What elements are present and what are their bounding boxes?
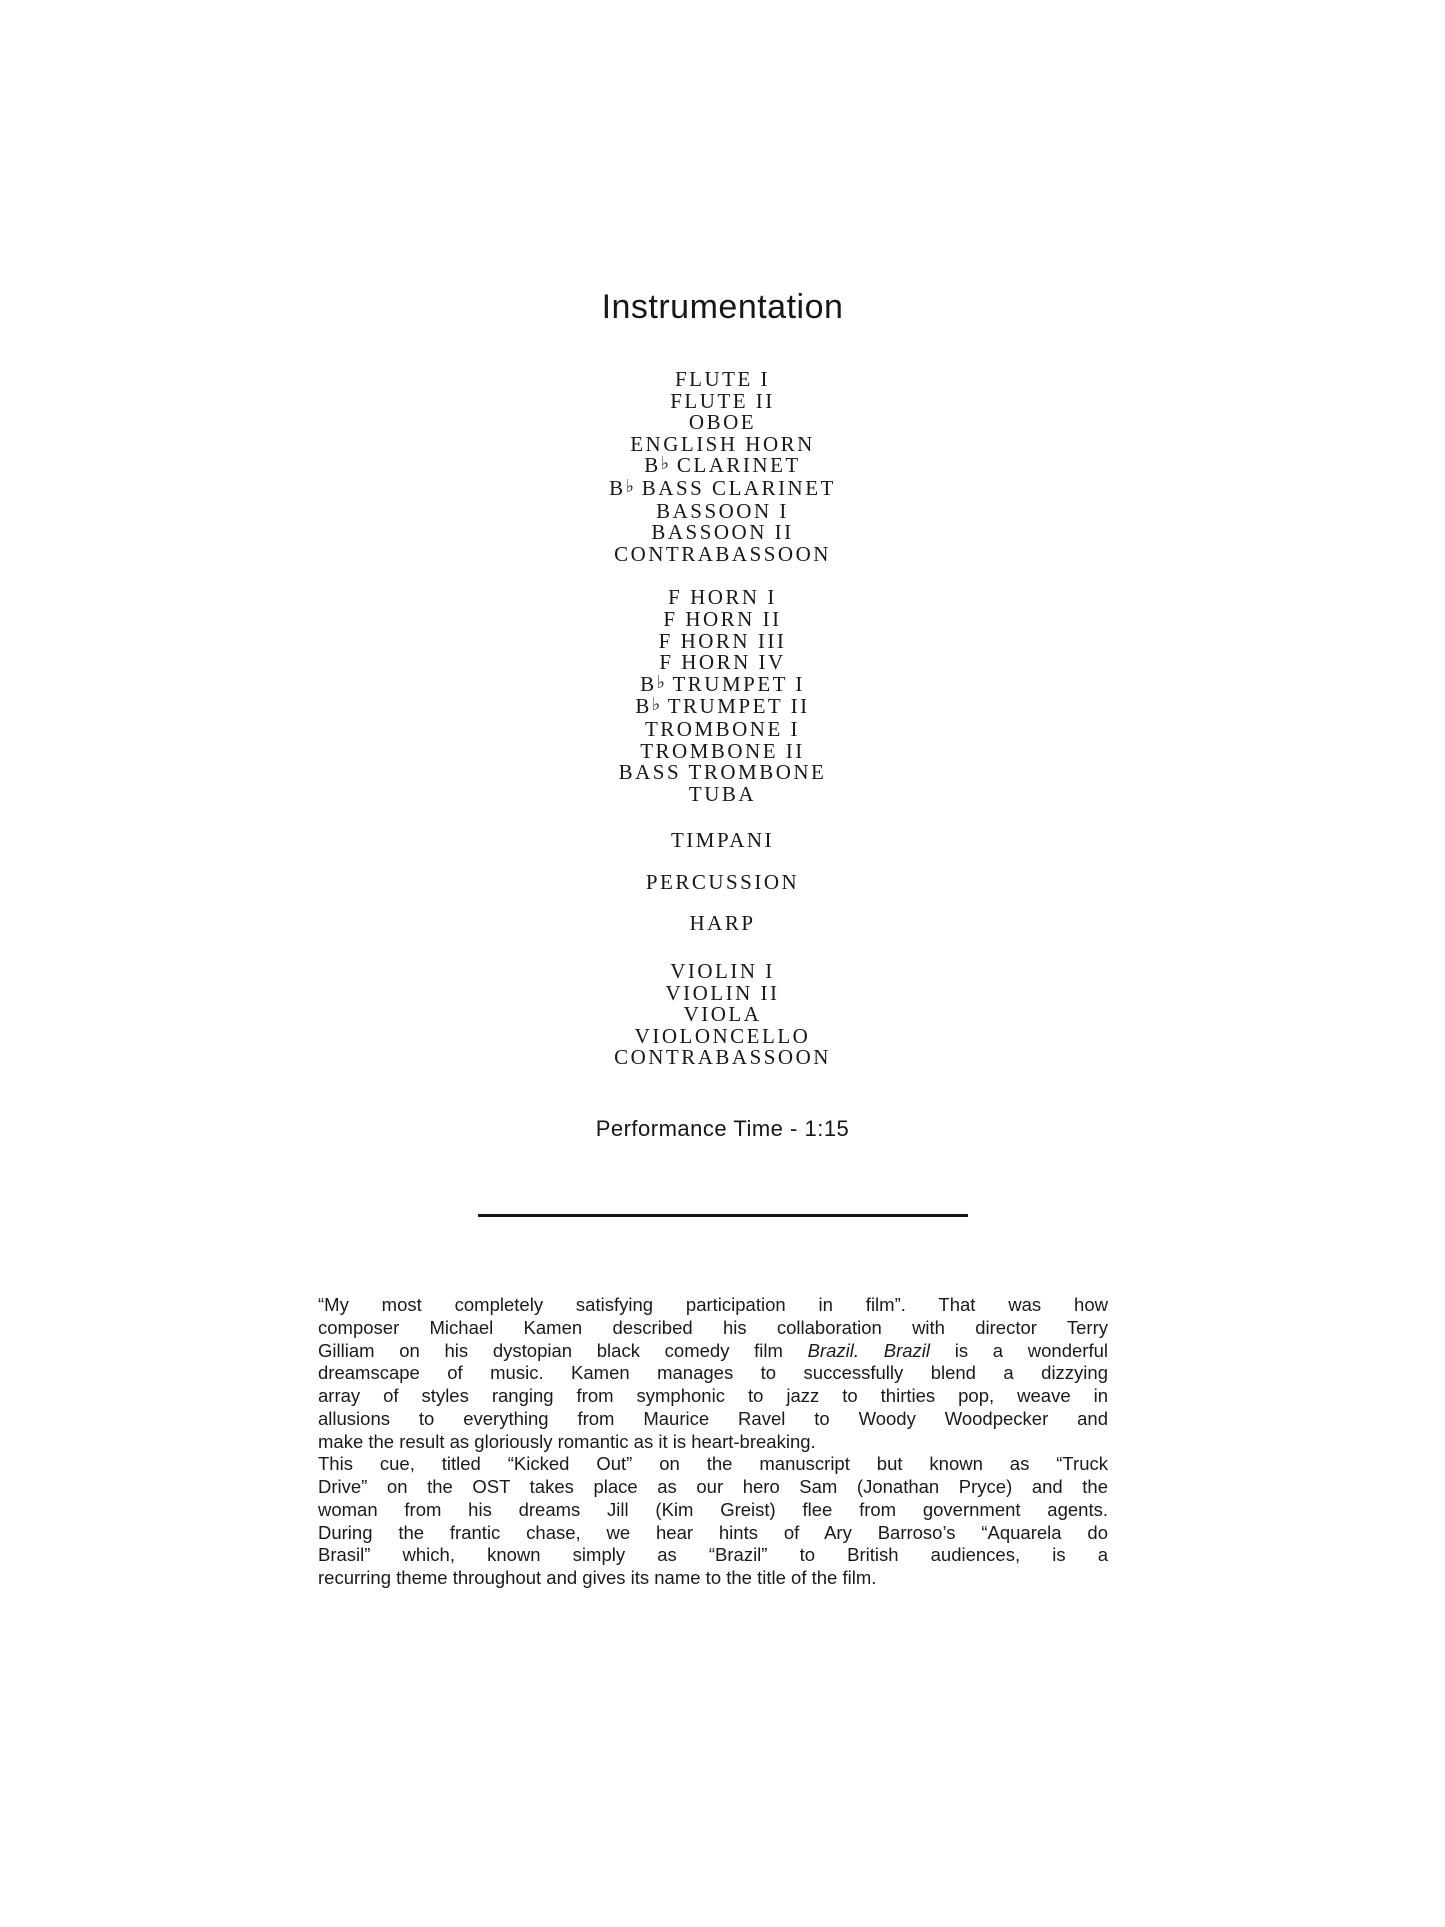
program-notes-line bbox=[318, 1476, 1108, 1499]
instrument-item: HARP bbox=[689, 911, 756, 936]
instrument-item: VIOLIN II bbox=[665, 980, 780, 1005]
instrument-item: TUBA bbox=[688, 781, 757, 806]
instrument-item: B♭ TRUMPET II bbox=[635, 694, 810, 719]
text: is a wonderful bbox=[930, 1339, 1108, 1361]
instrument-group-harp bbox=[0, 913, 1445, 935]
instrument-item: BASSOON II bbox=[651, 520, 794, 545]
italic-text: Brazil. bbox=[807, 1339, 860, 1361]
program-notes-line bbox=[318, 1567, 1108, 1590]
divider-rule bbox=[478, 1214, 968, 1217]
instrument-item: TIMPANI bbox=[670, 828, 775, 853]
instrument-group-woodwinds bbox=[0, 369, 1445, 565]
instrument-group-percussion bbox=[0, 869, 1445, 894]
program-notes-line bbox=[318, 1294, 1108, 1317]
text: composer Michael Kamen described his collaboration with director Terry bbox=[318, 1316, 1108, 1338]
instrument-item: B♭ CLARINET bbox=[644, 453, 801, 478]
program-notes-line bbox=[318, 1408, 1108, 1431]
program-notes-line bbox=[318, 1362, 1108, 1385]
instrument-item: F HORN IV bbox=[659, 650, 786, 675]
instrument-group-timpani bbox=[0, 830, 1445, 852]
text: During the frantic chase, we hear hints of Ary Barroso’s “Aquarela do bbox=[318, 1521, 1108, 1543]
performance-time: Performance Time - 1:15 bbox=[595, 1116, 850, 1142]
program-notes bbox=[318, 1294, 1108, 1590]
instrument-item: F HORN I bbox=[668, 585, 777, 610]
text bbox=[859, 1340, 884, 1361]
program-notes-line bbox=[318, 1385, 1108, 1408]
text: make the result as gloriously romantic as it is heart-breaking. bbox=[318, 1430, 816, 1452]
instrument-item: F HORN II bbox=[663, 606, 782, 631]
page-title: Instrumentation bbox=[601, 288, 844, 326]
instrumentation-list bbox=[0, 369, 1445, 1069]
flat-sign: ♭ bbox=[625, 475, 635, 497]
instrument-item: BASS TROMBONE bbox=[618, 760, 827, 785]
text: allusions to everything from Maurice Ravel to Woody Woodpecker and bbox=[318, 1407, 1108, 1429]
instrument-item: F HORN III bbox=[658, 628, 787, 653]
flat-sign: ♭ bbox=[656, 671, 666, 693]
program-notes-line bbox=[318, 1522, 1108, 1545]
instrument-item: VIOLA bbox=[683, 1002, 762, 1027]
program-notes-line bbox=[318, 1431, 1108, 1454]
text: recurring theme throughout and gives its name to the title of the film. bbox=[318, 1567, 877, 1589]
instrument-item: TROMBONE II bbox=[640, 738, 805, 763]
program-notes-line bbox=[318, 1340, 1108, 1363]
instrument-item: B♭ BASS CLARINET bbox=[609, 475, 836, 500]
instrument-item: VIOLIN I bbox=[670, 959, 775, 984]
instrument-item: FLUTE I bbox=[674, 367, 771, 391]
text: Brasil” which, known simply as “Brazil” to British audiences, is a bbox=[318, 1544, 1108, 1566]
instrument-item: BASSOON I bbox=[656, 498, 789, 523]
instrument-item: VIOLONCELLO bbox=[634, 1023, 811, 1048]
flat-sign: ♭ bbox=[651, 694, 661, 716]
instrument-item: CONTRABASSOON bbox=[614, 1045, 831, 1070]
text: woman from his dreams Jill (Kim Greist) flee from government agents. bbox=[318, 1498, 1108, 1520]
instrument-item: TROMBONE I bbox=[644, 716, 801, 741]
program-notes-line bbox=[318, 1544, 1108, 1567]
program-notes-line bbox=[318, 1453, 1108, 1476]
instrument-item: ENGLISH HORN bbox=[630, 431, 815, 456]
text: Drive” on the OST takes place as our hero Sam (Jonathan Pryce) and the bbox=[318, 1476, 1108, 1498]
flat-sign: ♭ bbox=[660, 453, 670, 475]
text: dreamscape of music. Kamen manages to successfully blend a dizzying bbox=[318, 1362, 1108, 1384]
text: Gilliam on his dystopian black comedy film bbox=[318, 1339, 808, 1361]
instrument-group-brass bbox=[0, 587, 1445, 805]
instrument-item: B♭ TRUMPET I bbox=[640, 671, 805, 696]
instrument-group-strings bbox=[0, 961, 1445, 1069]
text: array of styles ranging from symphonic to jazz to thirties pop, weave in bbox=[318, 1385, 1108, 1407]
program-notes-line bbox=[318, 1499, 1108, 1522]
program-notes-line bbox=[318, 1317, 1108, 1340]
instrument-item: FLUTE II bbox=[670, 388, 775, 413]
instrument-item: PERCUSSION bbox=[645, 869, 800, 894]
text: This cue, titled “Kicked Out” on the manuscript but known as “Truck bbox=[318, 1453, 1108, 1475]
italic-text: Brazil bbox=[883, 1339, 931, 1361]
instrument-item: OBOE bbox=[688, 410, 757, 435]
text: “My most completely satisfying participation in film”. That was how bbox=[318, 1294, 1108, 1316]
instrument-item: CONTRABASSOON bbox=[614, 541, 831, 566]
